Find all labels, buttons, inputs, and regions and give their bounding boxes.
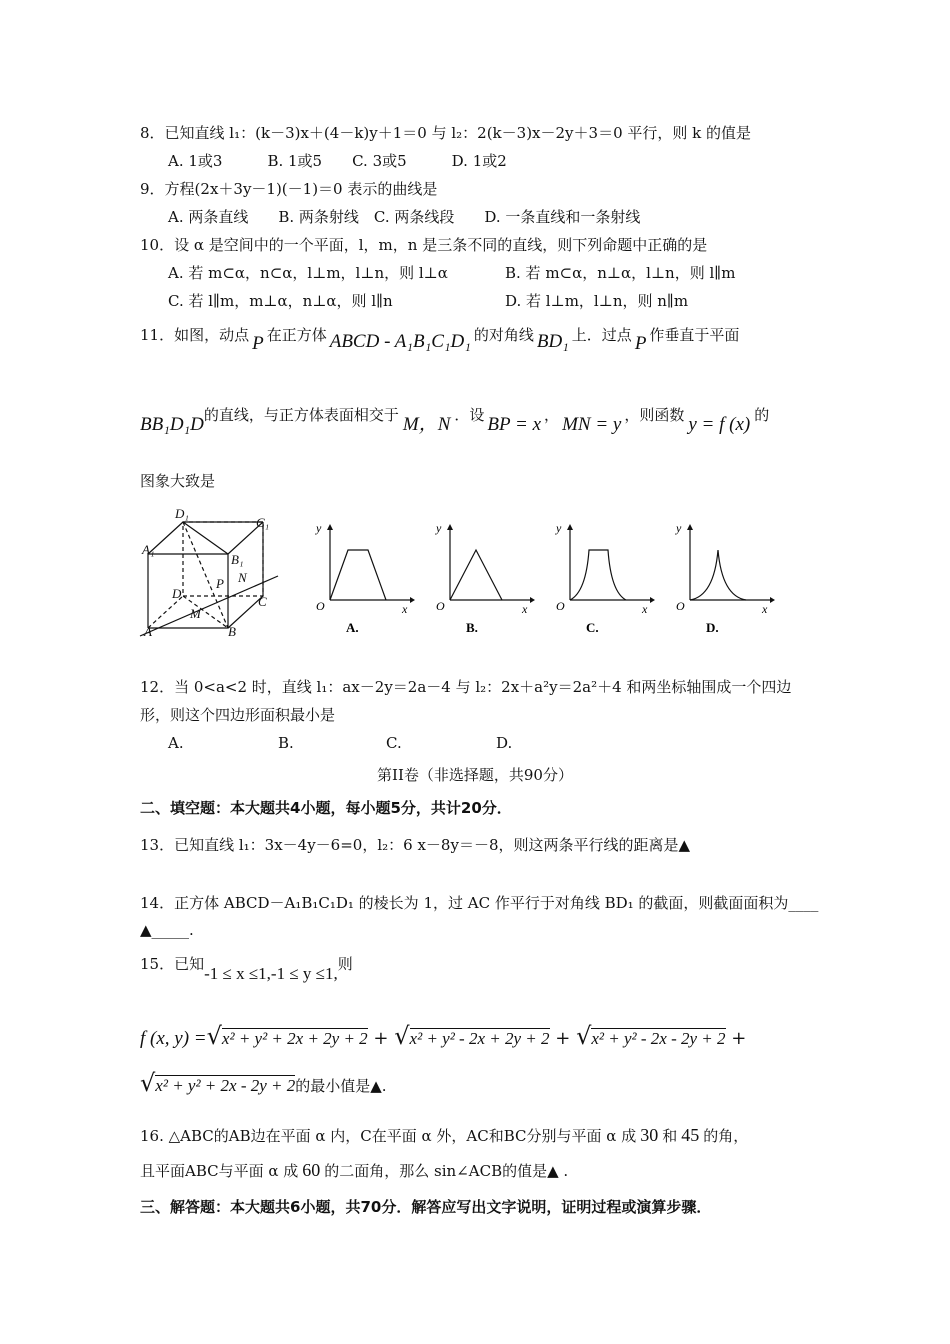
graph-a-label: A. bbox=[346, 620, 359, 635]
q12-stem: 12．当 0<a<2 时，直线 l₁：ax－2y＝2a－4 与 l₂：2x＋a²y＝2a²＋4 和两坐标轴围成一个四边 bbox=[140, 678, 792, 696]
q11-text-2: BB₁D₁D的直线，与正方体表面相交于 M，N ．设 BP = x ， MN = y ，则函数 y = f (x) 的 bbox=[140, 406, 770, 435]
svg-text:y: y bbox=[316, 521, 322, 535]
q11-text-3: 图象大致是 bbox=[140, 472, 216, 490]
svg-text:C: C bbox=[258, 594, 267, 609]
svg-text:x: x bbox=[762, 602, 768, 616]
graph-d-label: D. bbox=[706, 620, 719, 635]
q15-term-2: x² + y² - 2x + 2y + 2 bbox=[409, 1029, 550, 1048]
svg-text:x: x bbox=[522, 602, 528, 616]
svg-text:B: B bbox=[228, 624, 236, 639]
graph-a bbox=[315, 521, 415, 635]
section3-heading: 三、解答题：本大题共6小题，共70分．解答应写出文字说明，证明过程或演算步骤． bbox=[140, 1198, 712, 1216]
svg-text:y: y bbox=[676, 521, 682, 535]
q12-option-a: A. bbox=[168, 734, 184, 752]
graph-c-label: C. bbox=[586, 620, 599, 635]
q15-function-line-1: f (x, y) =√x² + y² + 2x + 2y + 2 + √x² + y² - 2x + 2y + 2 + √x² + y² - 2x - 2y + 2 + bbox=[140, 1022, 747, 1050]
part2-title: 第II卷（非选择题，共90分） bbox=[377, 766, 573, 784]
q12-option-d: D. bbox=[496, 734, 513, 752]
cube-figure bbox=[140, 522, 278, 636]
q9-options: A. 两条直线 B. 两条射线 C. 两条线段 D. 一条直线和一条射线 bbox=[168, 208, 641, 226]
svg-text:D: D bbox=[172, 586, 182, 601]
q8-options: A. 1或3 B. 1或5 C. 3或5 D. 1或2 bbox=[168, 152, 507, 170]
svg-text:O: O bbox=[556, 599, 565, 613]
svg-text:O: O bbox=[676, 599, 685, 613]
q15-term-4: x² + y² + 2x - 2y + 2 bbox=[155, 1076, 296, 1095]
q15-term-1: x² + y² + 2x + 2y + 2 bbox=[221, 1029, 368, 1048]
graph-c bbox=[555, 521, 655, 635]
graph-b bbox=[435, 521, 535, 635]
svg-text:P: P bbox=[216, 576, 224, 591]
svg-text:C₁: C₁ bbox=[256, 515, 270, 530]
q15-intro: 15．已知-1 ≤ x ≤1,-1 ≤ y ≤1,则 bbox=[140, 955, 353, 983]
svg-text:y: y bbox=[436, 521, 442, 535]
q15-term-3: x² + y² - 2x - 2y + 2 bbox=[591, 1029, 726, 1048]
svg-text:x: x bbox=[402, 602, 408, 616]
cube-vertex-labels bbox=[141, 506, 269, 639]
svg-text:O: O bbox=[436, 599, 445, 613]
svg-text:A: A bbox=[144, 624, 152, 639]
q13: 13．已知直线 l₁：3x－4y－6=0，l₂：6 x－8y＝－8，则这两条平行线的距离是▲ bbox=[140, 836, 691, 854]
q16-line-1: 16. △ABC的AB边在平面 α 内，C在平面 α 外，AC和BC分别与平面 α 成 30 和 45 的角， bbox=[140, 1125, 749, 1145]
q15-condition: -1 ≤ x ≤1,-1 ≤ y ≤1, bbox=[204, 964, 338, 983]
section2-heading: 二、填空题：本大题共4小题，每小题5分，共计20分． bbox=[140, 799, 512, 817]
q16-line-2: 且平面ABC与平面 α 成 60 的二面角，那么 sin∠ACB的值是▲ . bbox=[140, 1160, 569, 1180]
q8-stem: 8．已知直线 l₁：(k－3)x＋(4－k)y＋1＝0 与 l₂：2(k－3)x－2y＋3＝0 平行，则 k 的值是 bbox=[140, 124, 752, 142]
q11-text-1: 11．如图，动点 P 在正方体 ABCD - A₁B₁C₁D₁ 的对角线 BD₁ 上．过点 P 作垂直于平面 bbox=[140, 326, 740, 354]
q12-option-b: B. bbox=[278, 734, 294, 752]
svg-text:N: N bbox=[238, 570, 247, 585]
q12-stem-2: 形，则这个四边形面积最小是 bbox=[140, 706, 336, 724]
cube-name: ABCD - A₁B₁C₁D₁ bbox=[329, 331, 471, 352]
svg-text:M: M bbox=[190, 606, 201, 621]
svg-text:O: O bbox=[316, 599, 325, 613]
q10-option-b: B. 若 m⊂α，n⊥α，l⊥n，则 l∥m bbox=[505, 264, 736, 282]
svg-text:x: x bbox=[642, 602, 648, 616]
svg-text:y: y bbox=[556, 521, 562, 535]
graph-b-label: B. bbox=[466, 620, 478, 635]
q15-function-line-2: √x² + y² + 2x - 2y + 2的最小值是▲. bbox=[140, 1069, 387, 1097]
svg-text:B₁: B₁ bbox=[231, 552, 244, 567]
q11-figures bbox=[138, 500, 818, 650]
q12-option-c: C. bbox=[386, 734, 402, 752]
q14-line-1: 14．正方体 ABCD－A₁B₁C₁D₁ 的棱长为 1，过 AC 作平行于对角线 BD₁ 的截面，则截面面积为____ bbox=[140, 894, 819, 912]
svg-text:A₁: A₁ bbox=[142, 542, 155, 557]
q10-stem: 10．设 α 是空间中的一个平面，l，m，n 是三条不同的直线，则下列命题中正确的是 bbox=[140, 236, 708, 254]
svg-text:D₁: D₁ bbox=[175, 506, 189, 521]
q10-option-c: C. 若 l∥m，m⊥α，n⊥α，则 l∥n bbox=[168, 292, 393, 310]
graph-d bbox=[675, 521, 775, 635]
q9-stem: 9．方程(2x＋3y－1)(－1)＝0 表示的曲线是 bbox=[140, 180, 438, 198]
q14-line-2: ▲_____. bbox=[140, 921, 194, 939]
q10-option-a: A. 若 m⊂α，n⊂α，l⊥m，l⊥n，则 l⊥α bbox=[168, 264, 448, 282]
q10-option-d: D. 若 l⊥m，l⊥n，则 n∥m bbox=[505, 292, 689, 310]
